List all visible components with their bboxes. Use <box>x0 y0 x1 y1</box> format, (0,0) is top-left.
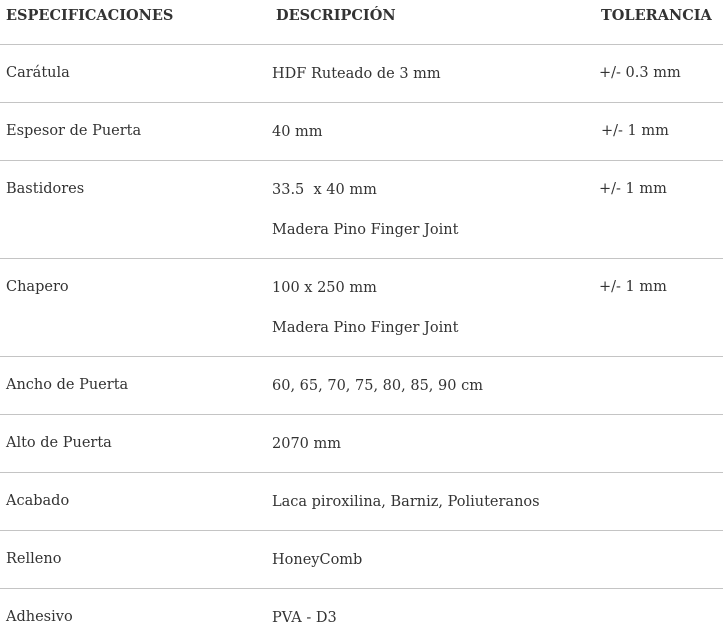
description-line: 100 x 250 mm <box>272 280 377 296</box>
description-line: 40 mm <box>272 124 323 140</box>
row-specification: Carátula <box>6 65 70 81</box>
header-tolerance: TOLERANCIA <box>601 7 712 24</box>
row-tolerance: +/- 1 mm <box>599 279 667 295</box>
row-specification: Bastidores <box>6 181 85 197</box>
row-specification: Relleno <box>6 551 62 567</box>
row-description <box>272 279 458 337</box>
table-row <box>0 161 723 259</box>
row-specification: Alto de Puerta <box>6 435 112 451</box>
row-description <box>272 435 341 453</box>
description-line: HDF Ruteado de 3 mm <box>272 66 441 82</box>
row-description <box>272 551 362 569</box>
table-row <box>0 531 723 589</box>
row-description <box>272 181 458 239</box>
row-tolerance: +/- 1 mm <box>599 181 667 197</box>
row-specification: Acabado <box>6 493 70 509</box>
description-line: Madera Pino Finger Joint <box>272 222 459 238</box>
row-specification: Chapero <box>6 279 69 295</box>
row-description <box>272 123 323 141</box>
table-header-row <box>0 0 723 45</box>
row-tolerance: +/- 1 mm <box>601 123 669 139</box>
table-row <box>0 103 723 161</box>
row-specification: Espesor de Puerta <box>6 123 142 139</box>
row-specification: Ancho de Puerta <box>6 377 129 393</box>
row-description <box>272 65 441 83</box>
header-specifications: ESPECIFICACIONES <box>6 7 174 24</box>
description-line: Laca piroxilina, Barniz, Poliuteranos <box>272 494 540 510</box>
table-row <box>0 473 723 531</box>
header-description: DESCRIPCIÓN <box>276 7 396 24</box>
description-line: HoneyComb <box>272 552 363 568</box>
row-specification: Adhesivo <box>6 609 73 625</box>
row-tolerance: +/- 0.3 mm <box>599 65 681 81</box>
table-row <box>0 357 723 415</box>
row-description <box>272 609 337 627</box>
table-row <box>0 415 723 473</box>
description-line: PVA - D3 <box>272 610 337 626</box>
table-row <box>0 589 723 633</box>
description-line: Madera Pino Finger Joint <box>272 320 459 336</box>
description-line: 2070 mm <box>272 436 342 452</box>
row-description <box>272 493 540 511</box>
description-line: 60, 65, 70, 75, 80, 85, 90 cm <box>272 378 483 394</box>
table-row <box>0 259 723 357</box>
description-line: 33.5 x 40 mm <box>272 182 377 198</box>
row-description <box>272 377 483 395</box>
table-row <box>0 45 723 103</box>
